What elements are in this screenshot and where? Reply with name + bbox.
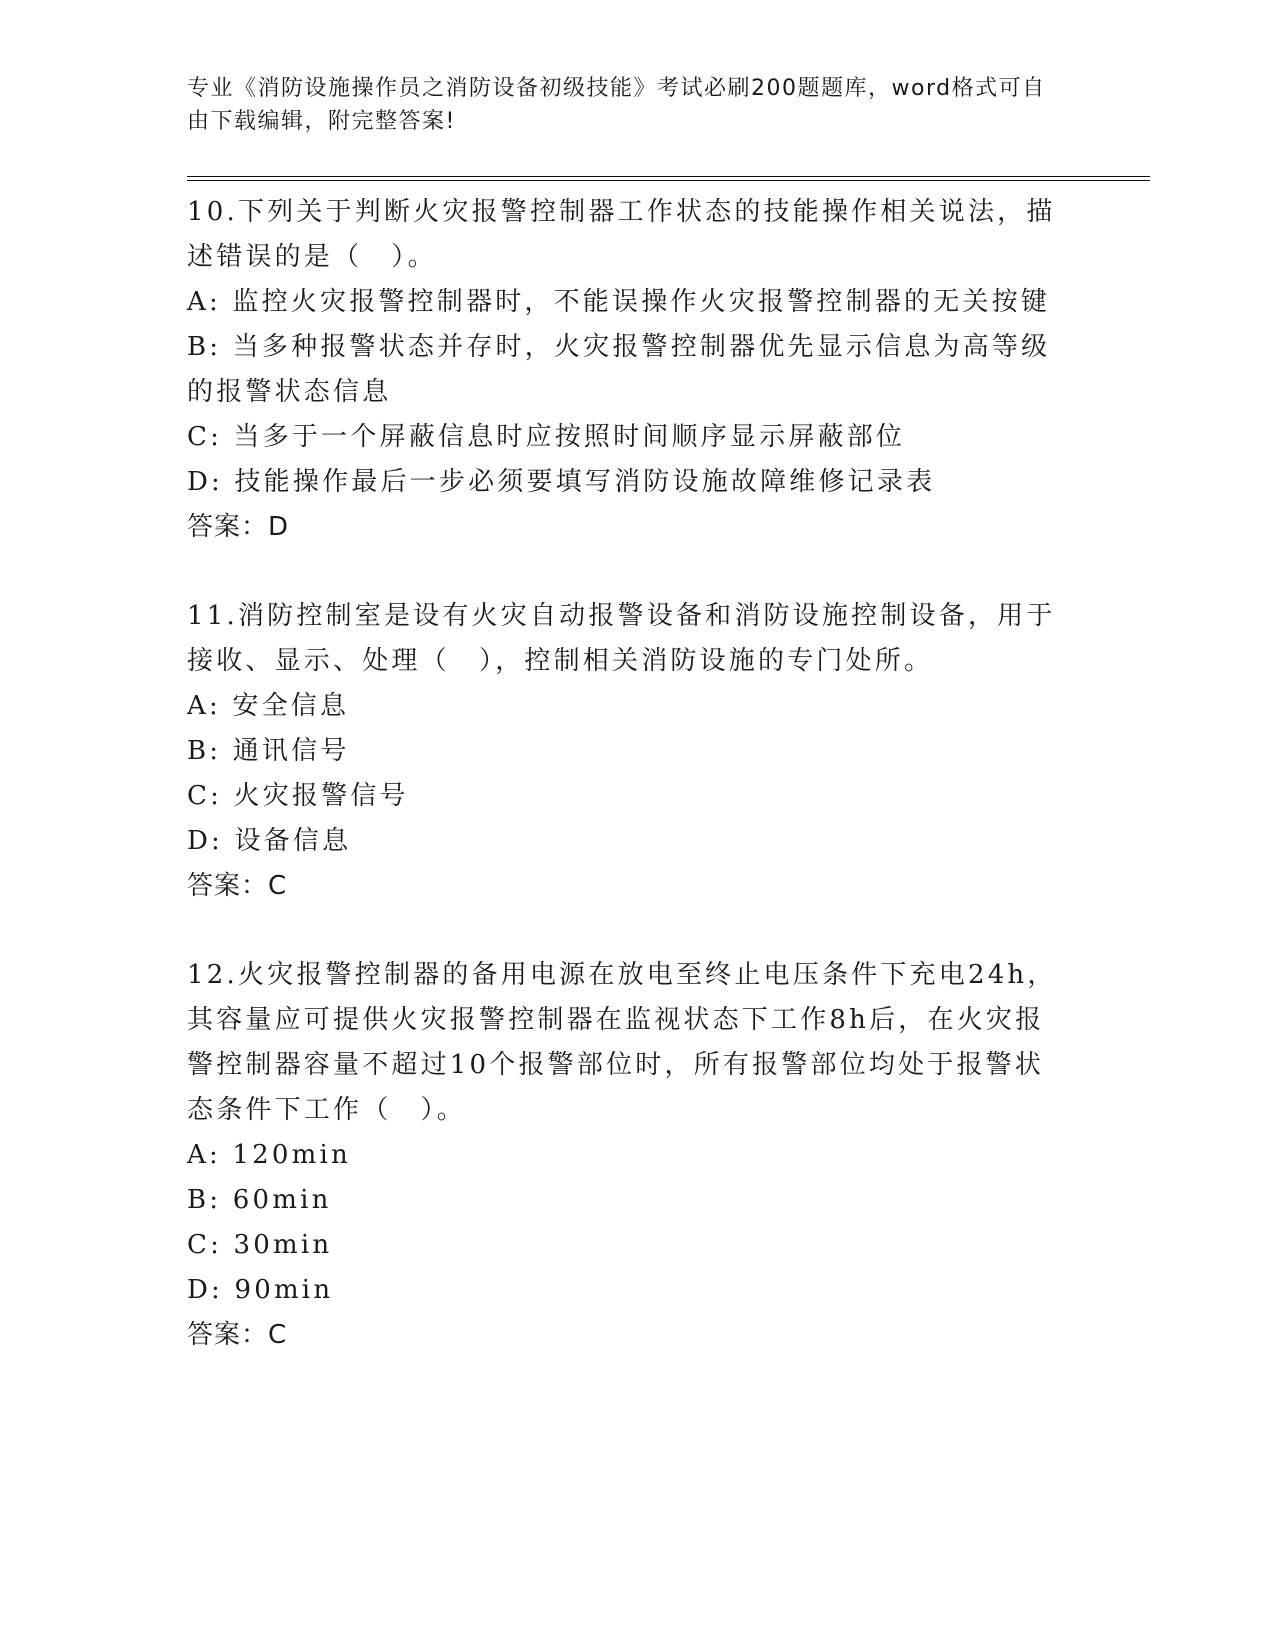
question-stem: 10.下列关于判断火灾报警控制器工作状态的技能操作相关说法，描述错误的是（ ）。 bbox=[187, 197, 1056, 272]
question-11 bbox=[187, 594, 1067, 909]
option-c: C: 30min bbox=[187, 1230, 333, 1260]
answer-label: 答案：C bbox=[187, 1320, 288, 1350]
option-b: B: 60min bbox=[187, 1185, 332, 1215]
answer-label: 答案：D bbox=[187, 512, 290, 542]
option-b: B: 通讯信号 bbox=[187, 736, 350, 766]
option-c: C: 火灾报警信号 bbox=[187, 781, 409, 811]
question-10 bbox=[187, 190, 1067, 550]
question-stem: 11.消防控制室是设有火灾自动报警设备和消防设施控制设备，用于接收、显示、处理（ ），控制相关消防设施的专门处所。 bbox=[187, 601, 1056, 676]
option-d: D: 技能操作最后一步必须要填写消防设施故障维修记录表 bbox=[187, 467, 936, 497]
option-d: D: 90min bbox=[187, 1275, 334, 1305]
option-a: A: 监控火灾报警控制器时，不能误操作火灾报警控制器的无关按键 bbox=[187, 287, 1051, 317]
document-header bbox=[187, 72, 1067, 138]
option-a: A: 安全信息 bbox=[187, 691, 350, 721]
question-stem: 12.火灾报警控制器的备用电源在放电至终止电压条件下充电24h，其容量应可提供火灾报警控制器在监视状态下工作8h后，在火灾报警控制器容量不超过10个报警部位时，所有报警部位均处于报警状态条件下工作（ ）。 bbox=[187, 960, 1057, 1125]
header-divider bbox=[187, 176, 1150, 181]
option-d: D: 设备信息 bbox=[187, 826, 352, 856]
answer-label: 答案：C bbox=[187, 871, 288, 901]
option-c: C: 当多于一个屏蔽信息时应按照时间顺序显示屏蔽部位 bbox=[187, 422, 906, 452]
document-title: 专业《消防设施操作员之消防设备初级技能》考试必刷200题题库，word格式可自由下载编辑，附完整答案! bbox=[187, 76, 1046, 134]
option-b: B: 当多种报警状态并存时，火灾报警控制器优先显示信息为高等级的报警状态信息 bbox=[187, 332, 1051, 407]
option-a: A: 120min bbox=[187, 1140, 351, 1170]
question-list bbox=[187, 190, 1067, 1402]
question-12 bbox=[187, 953, 1067, 1358]
